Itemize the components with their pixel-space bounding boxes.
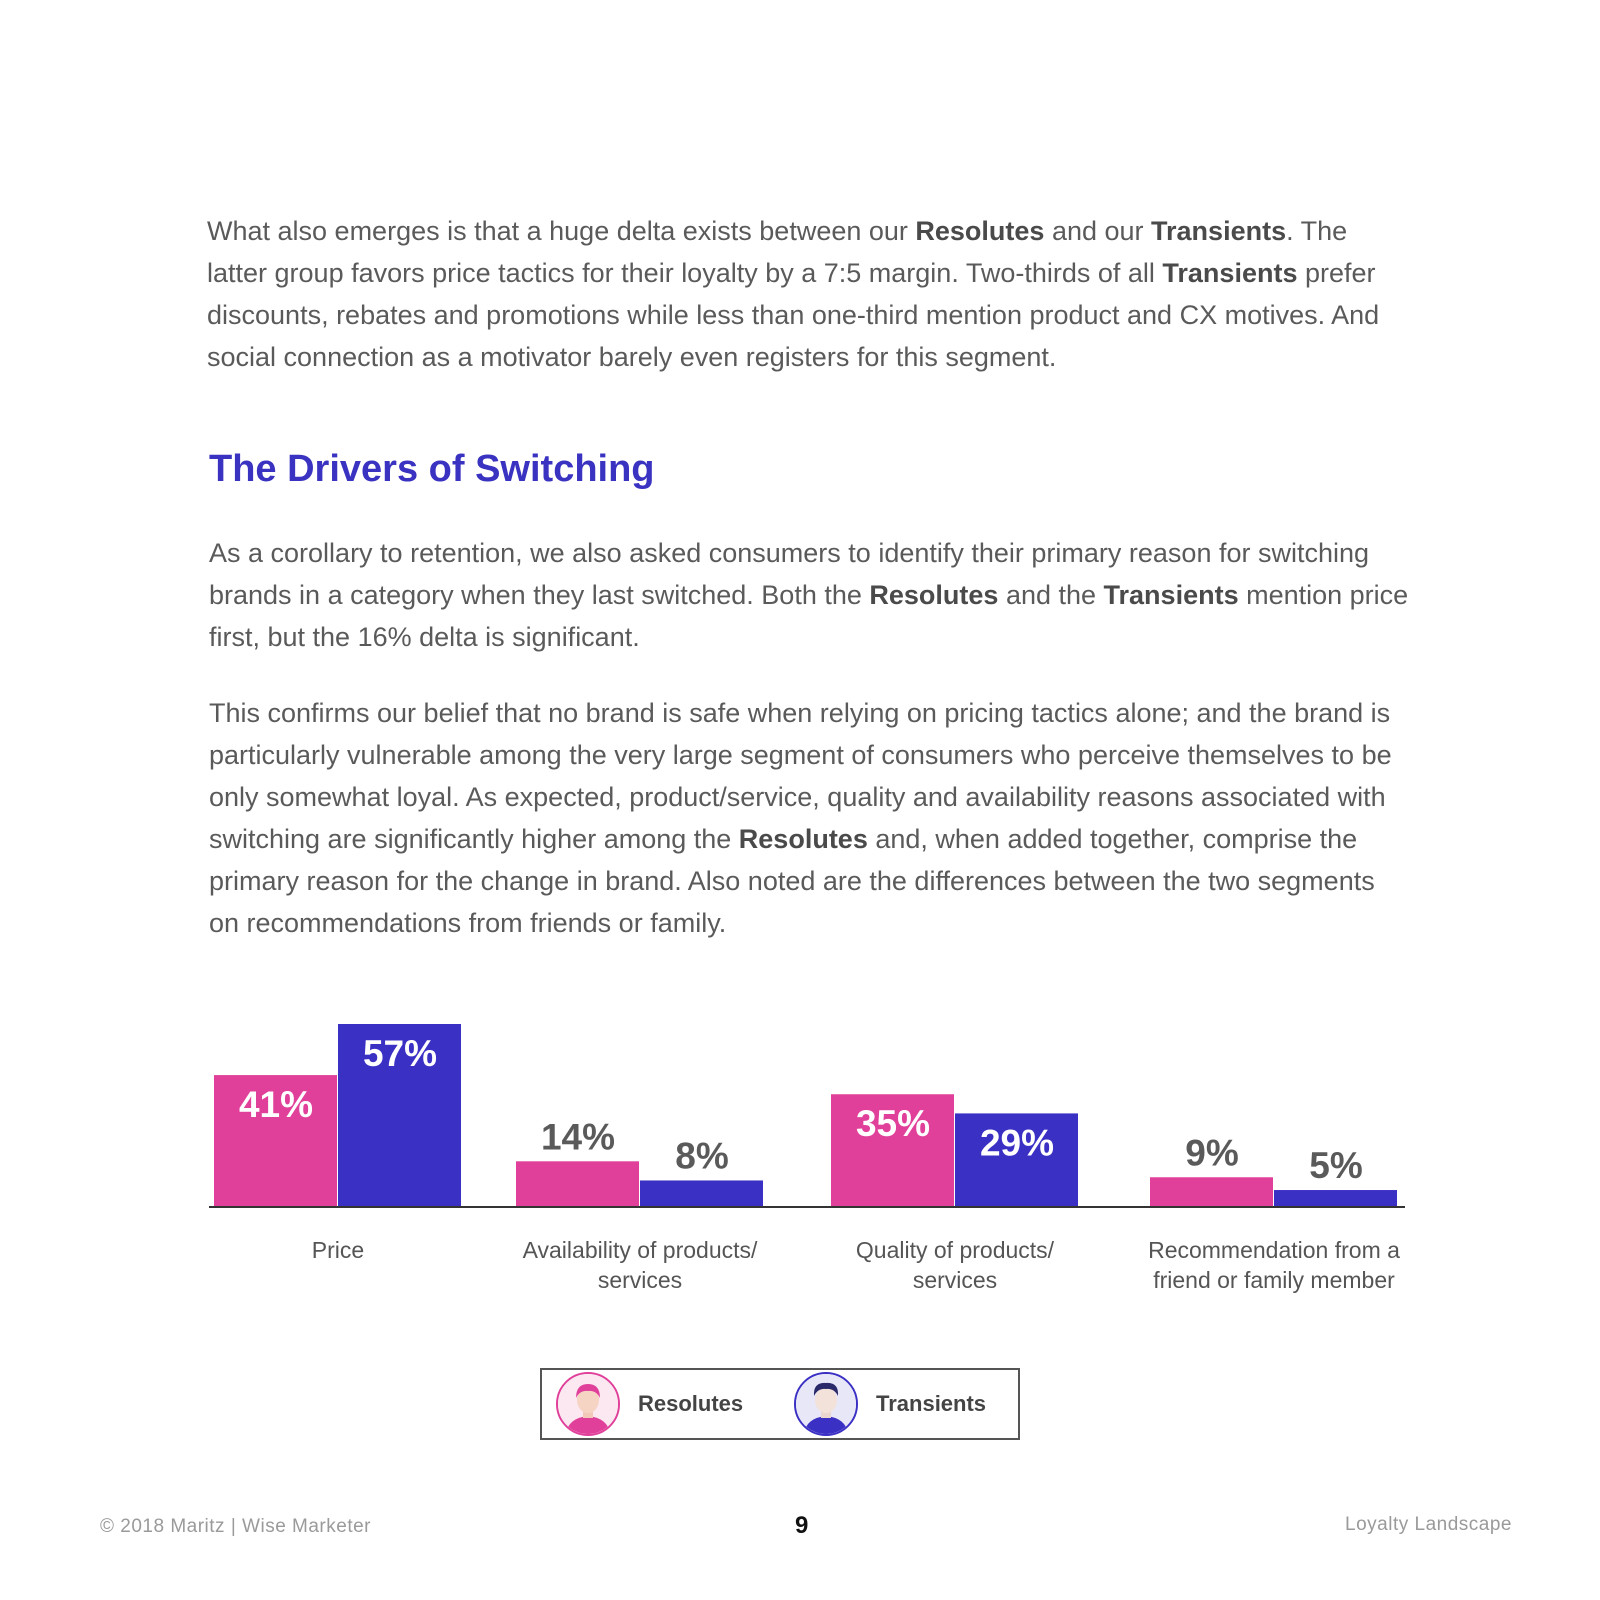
transients-term: Transients bbox=[1162, 258, 1298, 288]
text-span: As a corollary to retention, we also asked consumers to identify their primary reason for switching brands in a category when they last switched. Both the bbox=[209, 538, 1370, 610]
text-span: This confirms our belief that no brand is safe when relying on pricing tactics alone; and the brand is particularly vulnerable among the very large segment of consumers who perceive themselves to be only somewhat loyal. As expected, product/service, quality and availability reasons associated with switching are significantly higher among the bbox=[209, 698, 1392, 854]
text-span: prefer discounts, rebates and promotions while less than one-third mention product and CX motives. And social connection as a motivator barely even registers for this segment. bbox=[207, 258, 1380, 372]
legend-item-transients bbox=[794, 1370, 986, 1438]
data-label-transients-3: 5% bbox=[1309, 1145, 1363, 1187]
transients-avatar-icon bbox=[794, 1372, 858, 1436]
resolutes-term: Resolutes bbox=[915, 216, 1045, 246]
category-label-1: services bbox=[597, 1267, 683, 1293]
pricing-paragraph bbox=[209, 692, 1409, 944]
data-label-transients-2: 29% bbox=[979, 1122, 1055, 1164]
bar-resolutes-1 bbox=[516, 1161, 639, 1206]
category-label-3: Recommendation from a bbox=[1148, 1237, 1400, 1263]
data-label-resolutes-3: 9% bbox=[1185, 1132, 1239, 1174]
category-label-2: services bbox=[912, 1267, 998, 1293]
category-label-3: friend or family member bbox=[1153, 1267, 1395, 1293]
data-label-resolutes-0: 41% bbox=[238, 1084, 314, 1126]
switching-paragraph bbox=[209, 532, 1409, 658]
text-span: mention price first, but the 16% delta is significant. bbox=[209, 580, 1409, 652]
category-label-2: Quality of products/ bbox=[855, 1237, 1055, 1263]
page-number: 9 bbox=[795, 1512, 809, 1539]
chart-legend bbox=[540, 1368, 1020, 1440]
resolutes-avatar-icon bbox=[556, 1372, 620, 1436]
intro-paragraph bbox=[207, 210, 1407, 378]
legend-label-resolutes: Resolutes bbox=[638, 1391, 744, 1416]
transients-term: Transients bbox=[1103, 580, 1239, 610]
transients-term: Transients bbox=[1151, 216, 1287, 246]
resolutes-term: Resolutes bbox=[738, 824, 868, 854]
bar-transients-1 bbox=[640, 1180, 763, 1206]
switching-drivers-bar-chart bbox=[0, 980, 1600, 1300]
bar-transients-3 bbox=[1274, 1190, 1397, 1206]
text-span: and our bbox=[1044, 216, 1152, 246]
section-title: The Drivers of Switching bbox=[209, 448, 655, 490]
legend-label-transients: Transients bbox=[876, 1391, 987, 1416]
data-label-resolutes-2: 35% bbox=[855, 1103, 931, 1145]
text-span: What also emerges is that a huge delta exists between our bbox=[207, 216, 916, 246]
text-span: and, when added together, comprise the primary reason for the change in brand. Also noted are the differences between the two segments on recommendations from friends or family. bbox=[209, 824, 1375, 938]
text-span: . The latter group favors price tactics for their loyalty by a 7:5 margin. Two-thirds of all bbox=[207, 216, 1348, 288]
category-label-1: Availability of products/ bbox=[522, 1237, 758, 1263]
data-label-resolutes-1: 14% bbox=[540, 1116, 616, 1158]
footer-copyright: © 2018 Maritz | Wise Marketer bbox=[100, 1516, 371, 1537]
resolutes-term: Resolutes bbox=[869, 580, 999, 610]
data-label-transients-1: 8% bbox=[675, 1135, 729, 1177]
legend-item-resolutes bbox=[556, 1370, 743, 1438]
category-label-0: Price bbox=[311, 1237, 365, 1263]
bar-resolutes-3 bbox=[1150, 1177, 1273, 1206]
data-label-transients-0: 57% bbox=[362, 1033, 438, 1074]
footer-publication-title: Loyalty Landscape bbox=[1345, 1514, 1512, 1535]
text-span: and the bbox=[998, 580, 1104, 610]
